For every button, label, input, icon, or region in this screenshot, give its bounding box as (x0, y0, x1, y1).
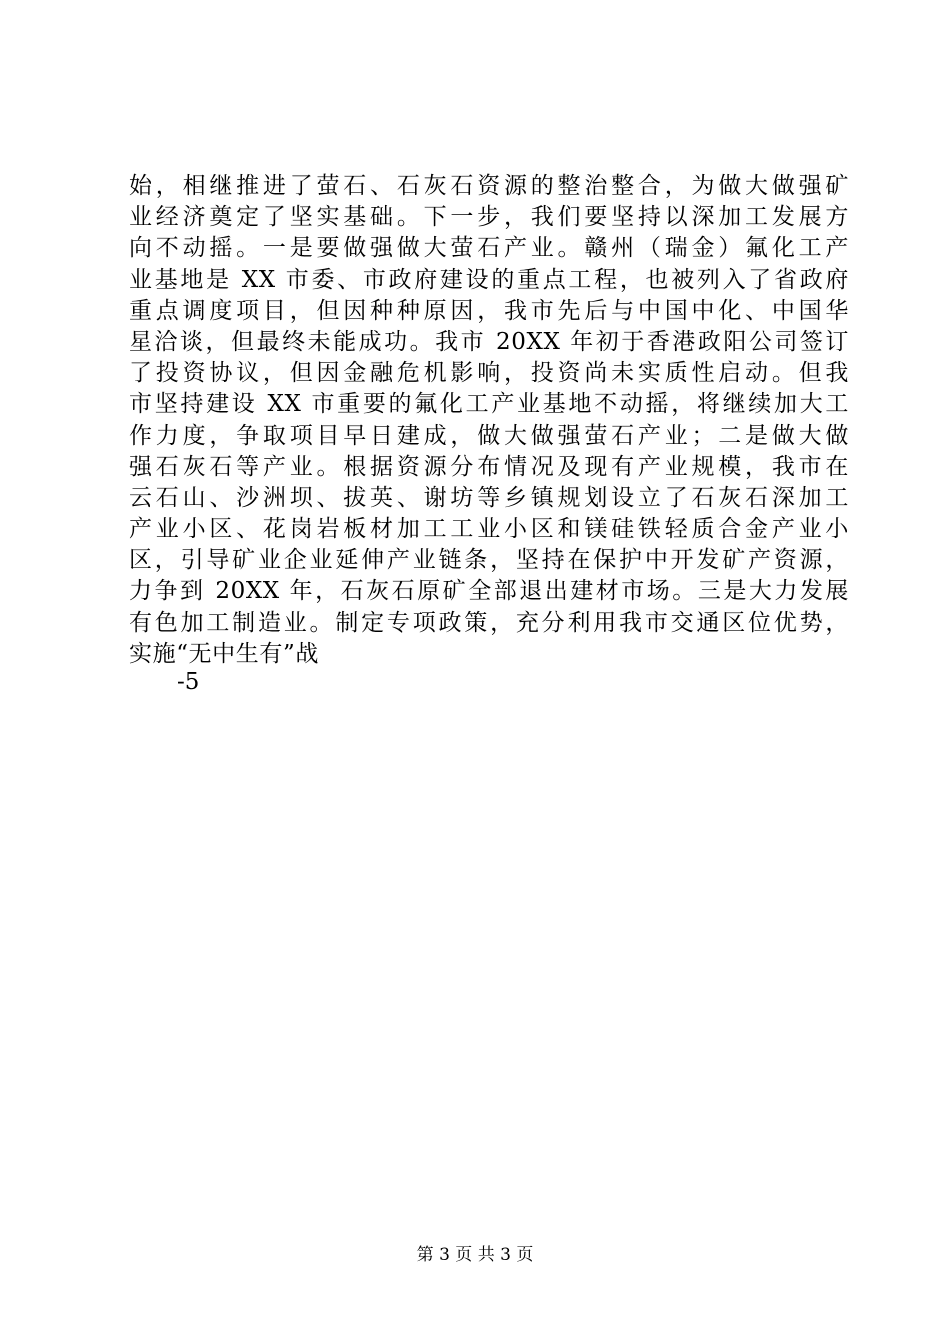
text-line: 力争到 20XX 年，石灰石原矿全部退出建材市场。三是大力发展 (129, 578, 849, 605)
text-line: 强石灰石等产业。根据资源分布情况及现有产业规模，我市在 (129, 453, 849, 480)
text-line: 业基地是 XX 市委、市政府建设的重点工程，也被列入了省政府 (129, 266, 849, 293)
text-line: 市坚持建设 XX 市重要的氟化工产业基地不动摇，将继续加大工 (129, 391, 849, 418)
text-line: 星洽谈，但最终未能成功。我市 20XX 年初于香港政阳公司签订 (129, 328, 849, 355)
text-line: 始，相继推进了萤石、石灰石资源的整治整合，为做大做强矿 (129, 173, 849, 199)
text-line: 区，引导矿业企业延伸产业链条，坚持在保护中开发矿产资源， (129, 547, 849, 574)
text-line: 有色加工制造业。制定专项政策，充分利用我市交通区位优势， (129, 609, 849, 636)
text-line: 重点调度项目，但因种种原因，我市先后与中国中化、中国华 (129, 297, 849, 324)
page-marker: -5 (177, 669, 200, 695)
text-line: 产业小区、花岗岩板材加工工业小区和镁硅铁轻质合金产业小 (129, 516, 849, 543)
body-paragraph (129, 171, 849, 670)
text-line: 了投资协议，但因金融危机影响，投资尚未实质性启动。但我 (129, 360, 849, 387)
text-line: 向不动摇。一是要做强做大萤石产业。赣州（瑞金）氟化工产 (129, 235, 849, 262)
page-footer: 第 3 页 共 3 页 (416, 1245, 534, 1265)
text-line: 实施“无中生有”战 (129, 640, 319, 667)
text-line: 云石山、沙洲坝、拔英、谢坊等乡镇规划设立了石灰石深加工 (129, 484, 849, 511)
text-line: 作力度，争取项目早日建成，做大做强萤石产业；二是做大做 (129, 422, 849, 449)
text-line: 业经济奠定了坚实基础。下一步，我们要坚持以深加工发展方 (129, 204, 849, 231)
